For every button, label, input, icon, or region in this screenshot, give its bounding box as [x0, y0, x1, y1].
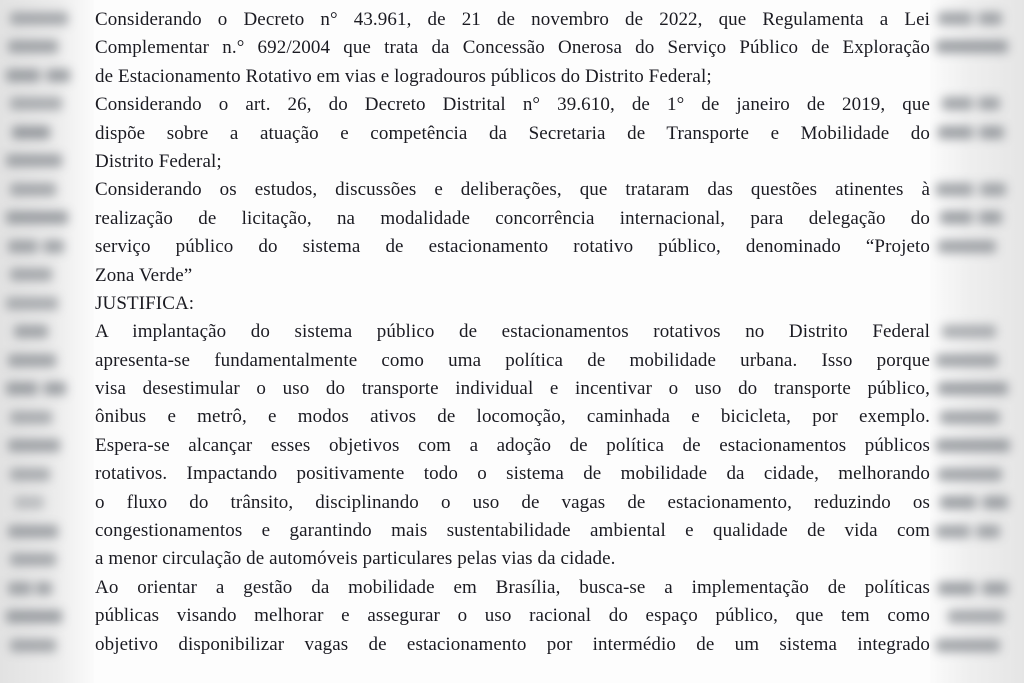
blurred-text-fragment — [948, 610, 1004, 623]
blurred-text-fragment — [6, 211, 68, 224]
blurred-text-fragment — [8, 439, 60, 452]
text-line: objetivo disponibilizar vagas de estacionamento por intermédio de um sistema integrado — [95, 633, 930, 655]
text-line: realização de licitação, na modalidade concorrência internacional, para delegação do — [95, 207, 930, 229]
blurred-text-fragment — [942, 325, 996, 338]
blurred-text-fragment — [8, 582, 52, 595]
text-line: públicas visando melhorar e assegurar o uso racional do espaço público, que tem como — [95, 605, 930, 627]
blurred-text-fragment — [942, 97, 1000, 110]
blurred-text-fragment — [10, 468, 50, 481]
blurred-text-fragment — [14, 496, 44, 509]
text-line: Espera-se alcançar esses objetivos com a adoção de política de estacionamentos públicos — [95, 434, 930, 456]
blurred-text-fragment — [938, 468, 1002, 481]
blurred-text-fragment — [6, 154, 62, 167]
text-line: Considerando os estudos, discussões e deliberações, que trataram das questões atinentes à — [95, 179, 930, 201]
text-line: Distrito Federal; — [95, 150, 222, 172]
blurred-text-fragment — [940, 211, 1002, 224]
text-line: Zona Verde” — [95, 264, 193, 286]
blurred-text-fragment — [12, 126, 50, 139]
blurred-text-fragment — [938, 382, 1008, 395]
blurred-text-fragment — [8, 354, 56, 367]
blurred-text-fragment — [10, 183, 56, 196]
blurred-text-fragment — [8, 40, 58, 53]
section-heading: JUSTIFICA: — [95, 292, 195, 314]
blurred-text-fragment — [938, 240, 996, 253]
blurred-text-fragment — [936, 354, 998, 367]
blurred-text-fragment — [6, 382, 66, 395]
blurred-text-fragment — [936, 439, 1010, 452]
text-line: Considerando o Decreto n° 43.961, de 21 de novembro de 2022, que Regulamenta a Lei — [95, 9, 930, 30]
blurred-text-fragment — [936, 40, 1008, 53]
blurred-text-fragment — [940, 411, 1000, 424]
blurred-left-margin — [0, 0, 94, 683]
text-line: dispõe sobre a atuação e competência da Secretaria de Transporte e Mobilidade do — [95, 122, 930, 144]
blurred-text-fragment — [14, 325, 48, 338]
text-line: a menor circulação de automóveis particulares pelas vias da cidade. — [95, 548, 616, 570]
blurred-text-fragment — [8, 525, 58, 538]
blurred-text-fragment — [936, 183, 1006, 196]
text-line: de Estacionamento Rotativo em vias e logradouros públicos do Distrito Federal; — [95, 65, 712, 87]
blurred-text-fragment — [6, 610, 62, 623]
blurred-text-fragment — [936, 525, 1000, 538]
text-line: visa desestimular o uso do transporte individual e incentivar o uso do transporte público, — [95, 378, 930, 400]
blurred-text-fragment — [10, 97, 62, 110]
blurred-text-fragment — [6, 297, 58, 310]
text-line: apresenta-se fundamentalmente como uma política de mobilidade urbana. Isso porque — [95, 349, 930, 371]
blurred-text-fragment — [10, 12, 68, 25]
document-page — [95, 6, 930, 659]
text-line: ônibus e metrô, e modos ativos de locomoção, caminhada e bicicleta, por exemplo. — [95, 406, 930, 428]
text-line: Considerando o art. 26, do Decreto Distrital n° 39.610, de 1° de janeiro de 2019, que — [95, 94, 930, 116]
blurred-text-fragment — [938, 12, 1002, 25]
text-line: rotativos. Impactando positivamente todo o sistema de mobilidade da cidade, melhorando — [95, 463, 930, 485]
blurred-text-fragment — [938, 126, 1004, 139]
blurred-text-fragment — [10, 553, 56, 566]
text-line: Ao orientar a gestão da mobilidade em Brasília, busca-se a implementação de políticas — [95, 576, 930, 598]
text-line: congestionamentos e garantindo mais sustentabilidade ambiental e qualidade de vida com — [95, 520, 930, 542]
blurred-text-fragment — [6, 69, 70, 82]
blurred-text-fragment — [8, 240, 64, 253]
blurred-text-fragment — [940, 496, 1008, 509]
text-line: A implantação do sistema público de estacionamentos rotativos no Distrito Federal — [95, 321, 930, 343]
blurred-text-fragment — [10, 268, 52, 281]
blurred-text-fragment — [10, 639, 56, 652]
blurred-text-fragment — [938, 582, 1008, 595]
blurred-text-fragment — [936, 639, 1000, 652]
text-line: serviço público do sistema de estacionamento rotativo público, denominado “Projeto — [95, 236, 930, 258]
blurred-right-margin — [930, 0, 1024, 683]
text-line: o fluxo do trânsito, disciplinando o uso de vagas de estacionamento, reduzindo os — [95, 491, 930, 513]
blurred-text-fragment — [10, 411, 52, 424]
text-line: Complementar n.° 692/2004 que trata da Concessão Onerosa do Serviço Público de Exploração — [95, 37, 930, 59]
